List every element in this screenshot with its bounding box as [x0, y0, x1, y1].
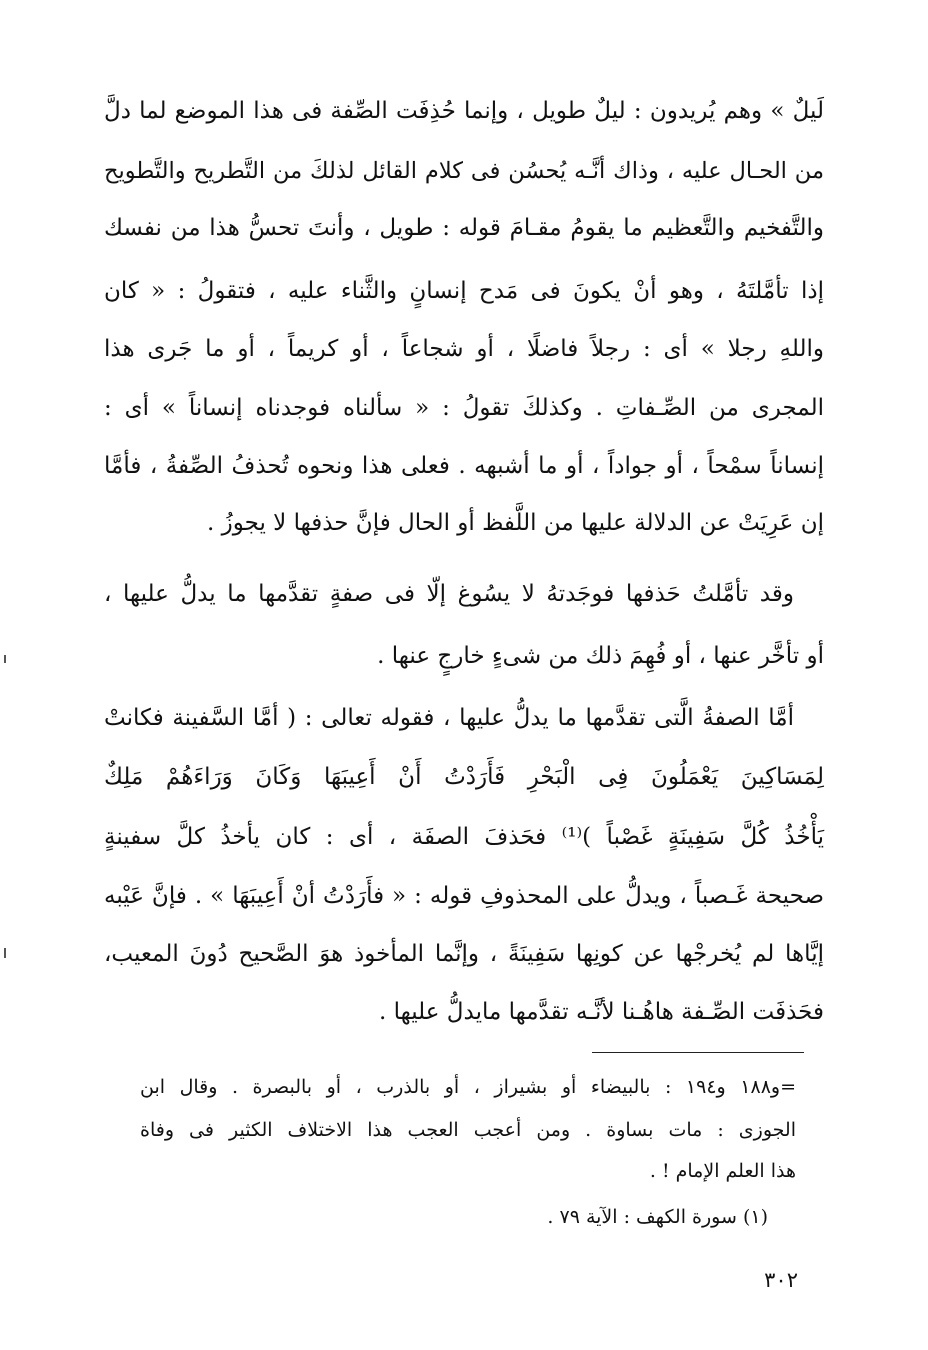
footnote-line: هذا العلم الإمام ! . [649, 1160, 796, 1182]
text-line: إنساناً سمْحاً ، أو جواداً ، أو ما أشبهه . فعلى هذا ونحوه تُحذفُ الصِّفةُ ، فأمَّا [104, 453, 824, 479]
text-line: فحَذفَت الصِّـفة هاهُـنا لأنَّـه تقدَّمها مايدلُّ عليها . [378, 999, 824, 1025]
text-line: إن عَرِيَتْ عن الدلالة عليها من اللَّفظ أو الحال فإنَّ حذفها لا يجوزُ . [207, 510, 824, 536]
text-line: أمَّا الصفةُ الَّتى تقدَّمها ما يدلُّ عليها ، فقوله تعالى : ( أمَّا السَّفينة فكانتْ [104, 705, 794, 731]
page-number: ٣٠٢ [764, 1268, 798, 1292]
text-line: صحيحة غَـصباً ، ويدلُّ على المحذوفِ قوله : « فأَرَدْتُ أنْ أَعِيبَهَا » . فإنَّ عَيْبه [104, 883, 824, 909]
footnote-reference: (١) سورة الكهف : الآية ٧٩ . [547, 1206, 768, 1228]
quran-verse-line: لِمَسَاكِينَ يَعْمَلُونَ فِى الْبَحْرِ فَأَرَدْتُ أَنْ أَعِيبَهَا وَكَانَ وَرَاءَهُمْ مَلِكٌ [104, 764, 824, 790]
text-line: إيَّاها لم يُخرجْها عن كونِها سَفِينَةً ، وإنَّما المأخوذ هوَ الصَّحيح دُونَ المعيب، [104, 941, 824, 967]
text-line: واللهِ رجلا » أى : رجلاً فاضلًا ، أو شجاعاً ، أو كريماً ، أو ما جَرى هذا [104, 336, 824, 362]
scan-mark [4, 655, 6, 663]
text-line: وقد تأمَّلتُ حَذفها فوجَدتهُ لا يسُوغ إلّا فى صفةٍ تقدَّمها ما يدلُّ عليها ، [104, 581, 794, 607]
text-line: أو تأخَّر عنها ، أو فُهِمَ ذلك من شىءٍ خارجٍ عنها . [377, 643, 824, 669]
text-line: يَأْخُذُ كُلَّ سَفِينَةٍ غَصْباً )⁽¹⁾ فحَذفَ الصفَة ، أى : كان يأخذُ كلَّ سفينةٍ [104, 824, 824, 850]
text-line: المجرى من الصِّـفاتِ . وكذلكَ تقولُ : « سألناه فوجدناه إنساناً » أى : [104, 395, 824, 421]
scan-mark [4, 948, 6, 958]
text-line: إذا تأمَّلتَهُ ، وهو أنْ يكونَ فى مَدح إنسانٍ والثَّناء عليه ، فتقولُ : « كان [104, 278, 824, 304]
footnote-line: =و١٨٨ و١٩٤ : بالبيضاء أو بشيراز ، أو بالذرب ، أو بالبصرة . وقال ابن [140, 1076, 797, 1098]
text-line: لَيلٌ » وهم يُريدون : ليلٌ طويل ، وإنما حُذِفَت الصِّفة فى هذا الموضع لما دلَّ [104, 98, 824, 124]
footnote-line: الجوزى : مات بساوة . ومن أعجب العجب هذا الاختلاف الكثير فى وفاة [140, 1119, 796, 1141]
footnote-separator [592, 1052, 804, 1053]
text-line: والتَّفخيم والتَّعظيم ما يقومُ مقـامَ قوله : طويل ، وأنتَ تحسُّ هذا من نفسك [104, 215, 824, 241]
text-line: من الحـال عليه ، وذاك أنَّـه يُحسُن فى كلام القائل لذلكَ من التَّطريح والتَّطويح [104, 158, 824, 184]
